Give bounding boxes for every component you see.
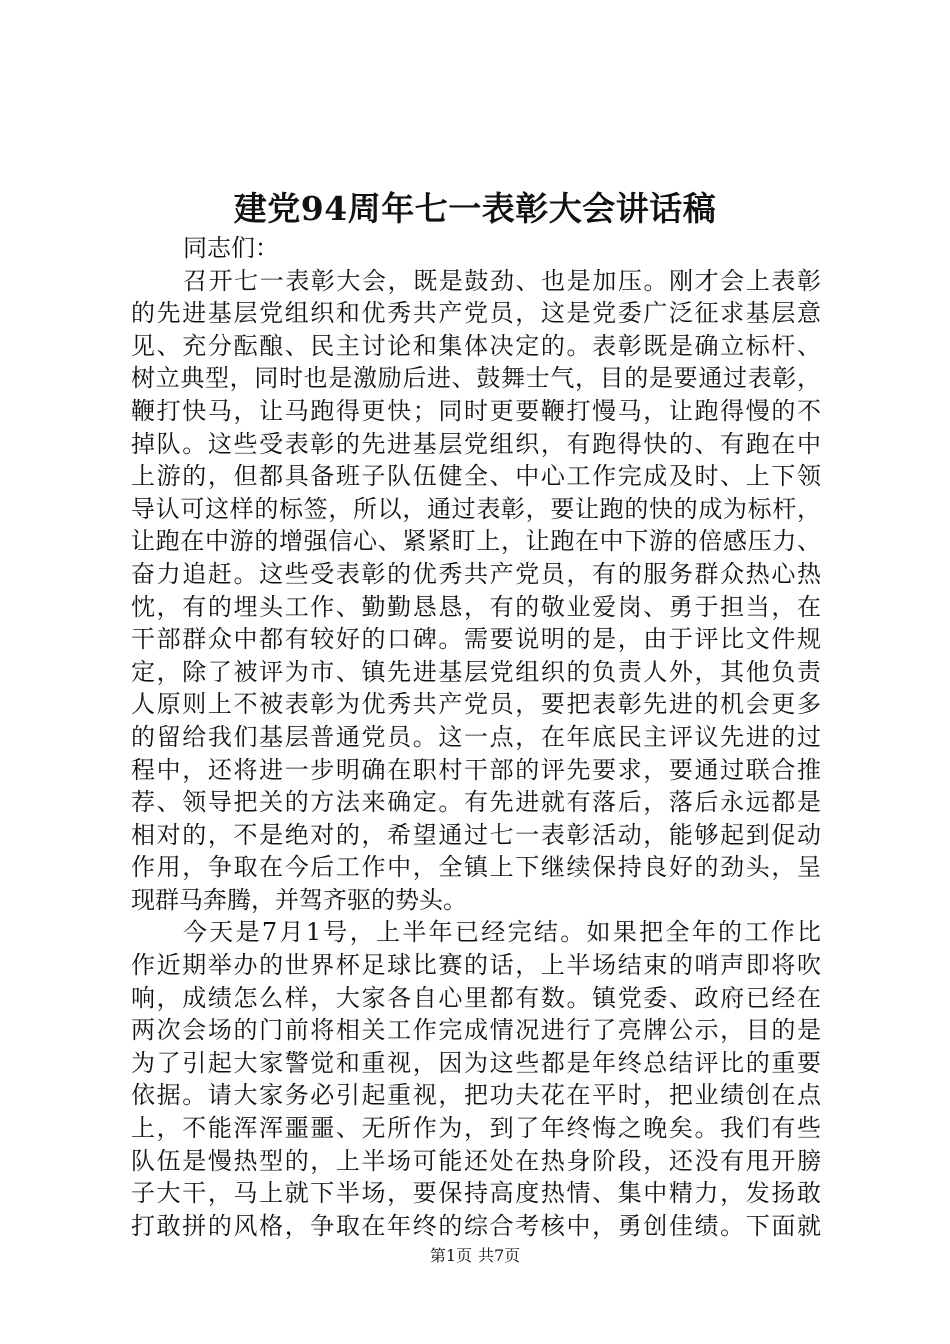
text-line: 现群马奔腾，并驾齐驱的势头。 xyxy=(131,885,467,914)
document-title: 建党94周年七一表彰大会讲话稿 xyxy=(233,189,717,228)
text-line: 人原则上不被表彰为优秀共产党员，要把表彰先进的机会更多 xyxy=(131,690,821,719)
text-line: 依据。请大家务必引起重视，把功夫花在平时，把业绩创在点 xyxy=(131,1081,821,1110)
text-line: 导认可这样的标签，所以，通过表彰，要让跑的快的成为标杆， xyxy=(131,494,821,523)
text-line: 子大干，马上就下半场，要保持高度热情、集中精力，发扬敢 xyxy=(131,1179,821,1208)
text-line: 让跑在中游的增强信心、紧紧盯上，让跑在中下游的倍感压力、 xyxy=(131,527,821,556)
document-body xyxy=(131,232,821,1242)
text-line: 上，不能浑浑噩噩、无所作为，到了年终悔之晚矣。我们有些 xyxy=(131,1114,821,1143)
salutation: 同志们： xyxy=(183,234,279,262)
text-line: 打敢拼的风格，争取在年终的综合考核中，勇创佳绩。下面就 xyxy=(131,1211,821,1240)
text-line: 奋力追赶。这些受表彰的优秀共产党员，有的服务群众热心热 xyxy=(131,559,821,588)
text-line: 见、充分酝酿、民主讨论和集体决定的。表彰既是确立标杆、 xyxy=(131,331,821,360)
text-line: 掉队。这些受表彰的先进基层党组织，有跑得快的、有跑在中 xyxy=(131,429,821,458)
text-line: 的留给我们基层普通党员。这一点，在年底民主评议先进的过 xyxy=(131,722,821,751)
text-line: 鞭打快马，让马跑得更快；同时更要鞭打慢马，让跑得慢的不 xyxy=(131,396,821,425)
paragraph-2 xyxy=(131,916,821,1242)
text-line: 作近期举办的世界杯足球比赛的话，上半场结束的哨声即将吹 xyxy=(131,951,821,980)
text-line: 召开七一表彰大会，既是鼓劲、也是加压。刚才会上表彰 xyxy=(183,266,821,295)
text-line: 的先进基层党组织和优秀共产党员，这是党委广泛征求基层意 xyxy=(131,299,821,328)
text-line: 荐、领导把关的方法来确定。有先进就有落后，落后永远都是 xyxy=(131,788,821,817)
text-line: 树立典型，同时也是激励后进、鼓舞士气，目的是要通过表彰， xyxy=(131,364,821,393)
text-line: 两次会场的门前将相关工作完成情况进行了亮牌公示，目的是 xyxy=(131,1016,821,1045)
text-line: 上游的，但都具备班子队伍健全、中心工作完成及时、上下领 xyxy=(131,462,821,491)
text-line: 定，除了被评为市、镇先进基层党组织的负责人外，其他负责 xyxy=(131,657,821,686)
text-line: 作用，争取在今后工作中，全镇上下继续保持良好的劲头，呈 xyxy=(131,853,821,882)
paragraph-1 xyxy=(131,265,821,917)
text-line: 队伍是慢热型的，上半场可能还处在热身阶段，还没有甩开膀 xyxy=(131,1146,821,1175)
text-line: 程中，还将进一步明确在职村干部的评先要求，要通过联合推 xyxy=(131,755,821,784)
text-line: 相对的，不是绝对的，希望通过七一表彰活动，能够起到促动 xyxy=(131,820,821,849)
page-total: 共7页 xyxy=(478,1246,521,1265)
text-line: 响，成绩怎么样，大家各自心里都有数。镇党委、政府已经在 xyxy=(131,983,821,1012)
text-line: 今天是7月1号，上半年已经完结。如果把全年的工作比 xyxy=(183,918,821,947)
text-line: 忱，有的埋头工作、勤勤恳恳，有的敬业爱岗、勇于担当，在 xyxy=(131,592,821,621)
page-number: 第1页 xyxy=(429,1246,472,1265)
text-line: 为了引起大家警觉和重视，因为这些都是年终总结评比的重要 xyxy=(131,1048,821,1077)
page-footer xyxy=(0,1246,950,1266)
text-line: 干部群众中都有较好的口碑。需要说明的是，由于评比文件规 xyxy=(131,625,821,654)
